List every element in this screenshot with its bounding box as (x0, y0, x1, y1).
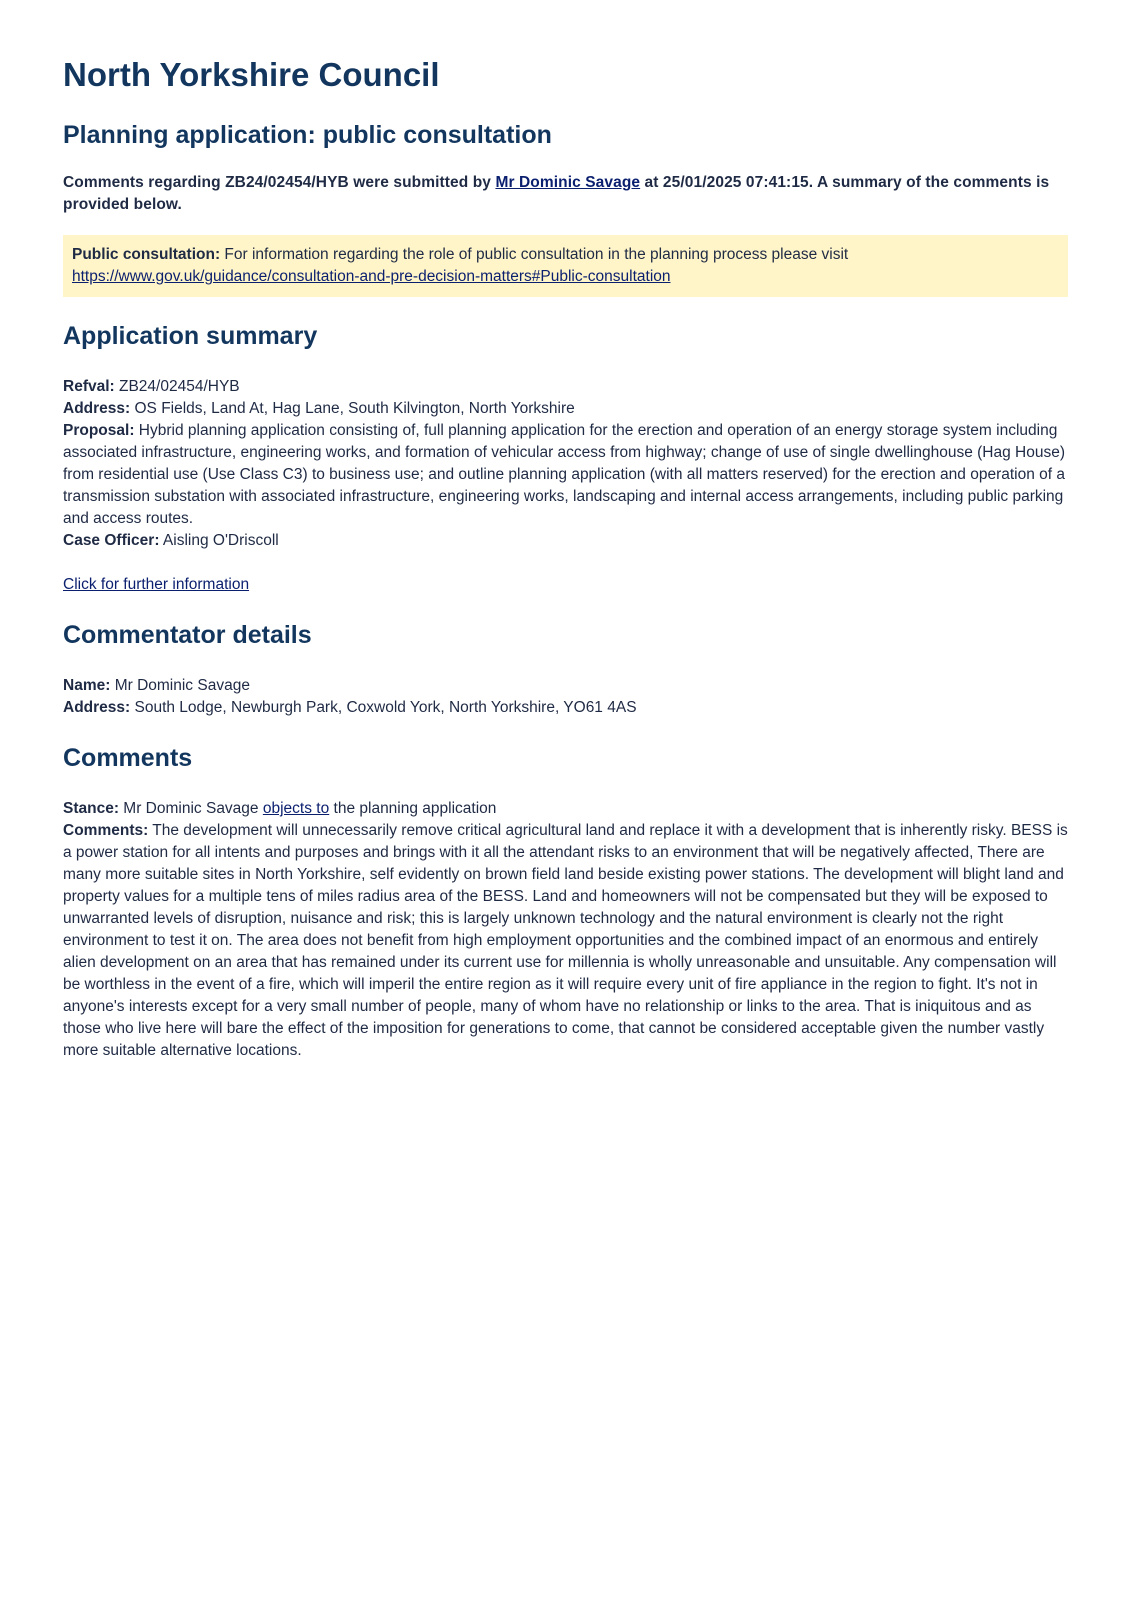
refval-label: Refval: (63, 378, 115, 395)
comments-text: The development will unnecessarily remove critical agricultural land and replace it with a development that is inherently risky. BESS is a power station for all intents and purposes and brings with it all the attendant risks to an environment that will be negatively affected, There are many more suitable sites in North Yorkshire, self evidently on brown field land beside existing power stations. The development will blight land and property values for a multiple tens of miles radius area of the BESS. Land and homeowners will not be compensated but they will be exposed to unwarranted levels of disruption, nuisance and risk; this is largely unknown technology and the natural environment is clearly not the right environment to test it on. The area does not benefit from high employment opportunities and the combined impact of an enormous and entirely alien development on an area that has remained under its current use for millennia is wholly unreasonable and unsuitable. Any compensation will be worthless in the event of a fire, which will imperil the entire region as it will require every unit of fire appliance in the region to fight. It's not in anyone's interests except for a very small number of people, many of whom have no relationship or links to the area. That is iniquitous and as those who live here will bare the effect of the imposition for generations to come, that cannot be considered acceptable given the number vastly more suitable alternative locations. (63, 822, 1068, 1059)
comments-heading: Comments (63, 744, 193, 772)
page-subtitle: Planning application: public consultation (63, 121, 552, 149)
commentator-address-label: Address: (63, 699, 131, 716)
commentator-name-row (63, 675, 1068, 697)
commentator-address-row (63, 697, 1068, 719)
stance-link[interactable]: objects to (262, 800, 330, 817)
application-summary-heading: Application summary (63, 322, 318, 350)
case-officer-label: Case Officer: (63, 532, 160, 549)
stance-row (63, 798, 1068, 820)
commentator-details-heading: Commentator details (63, 621, 312, 649)
notice-text: For information regarding the role of public consultation in the planning process please visit (220, 246, 849, 263)
address-label: Address: (63, 400, 131, 417)
intro-paragraph (63, 172, 1068, 216)
proposal-value: Hybrid planning application consisting of, full planning application for the erection and operation of an energy storage system including associated infrastructure, engineering works, and formation of vehicular access from highway; change of use of single dwellinghouse (Hag House) from residential use (Use Class C3) to business use; and outline planning application (with all matters reserved) for the erection and operation of a transmission substation with associated infrastructure, engineering works, landscaping and internal access arrangements, including public parking and access routes. (63, 422, 1066, 527)
proposal-row (63, 420, 1068, 530)
comments-label: Comments: (63, 822, 149, 839)
notice-label: Public consultation: (72, 246, 221, 263)
commentator-fields (63, 675, 1068, 719)
application-summary-fields (63, 376, 1068, 552)
comments-row (63, 820, 1068, 1062)
case-officer-value: Aisling O'Driscoll (159, 532, 279, 549)
address-value: OS Fields, Land At, Hag Lane, South Kilvington, North Yorkshire (130, 400, 575, 417)
proposal-label: Proposal: (63, 422, 135, 439)
further-information-link[interactable]: Click for further information (63, 576, 250, 593)
author-link[interactable]: Mr Dominic Savage (495, 174, 641, 191)
stance-suffix: the planning application (329, 800, 497, 817)
intro-suffix: at 25/01/2025 07:41:15. A summary of the comments is provided below. (63, 174, 1050, 213)
intro-prefix: Comments regarding ZB24/02454/HYB were submitted by (63, 174, 496, 191)
stance-prefix: Mr Dominic Savage (119, 800, 263, 817)
commentator-address-value: South Lodge, Newburgh Park, Coxwold York, North Yorkshire, YO61 4AS (130, 699, 637, 716)
address-row (63, 398, 1068, 420)
comments-fields (63, 798, 1068, 1062)
commentator-name-value: Mr Dominic Savage (110, 677, 250, 694)
refval-row (63, 376, 1068, 398)
public-consultation-notice (63, 235, 1068, 297)
consultation-url-link[interactable]: https://www.gov.uk/guidance/consultation-and-pre-decision-matters#Public-consultation (72, 268, 671, 285)
stance-label: Stance: (63, 800, 119, 817)
document-page (63, 52, 1068, 1062)
refval-value: ZB24/02454/HYB (114, 378, 240, 395)
case-officer-row (63, 530, 1068, 552)
page-title: North Yorkshire Council (63, 56, 440, 93)
commentator-name-label: Name: (63, 677, 111, 694)
